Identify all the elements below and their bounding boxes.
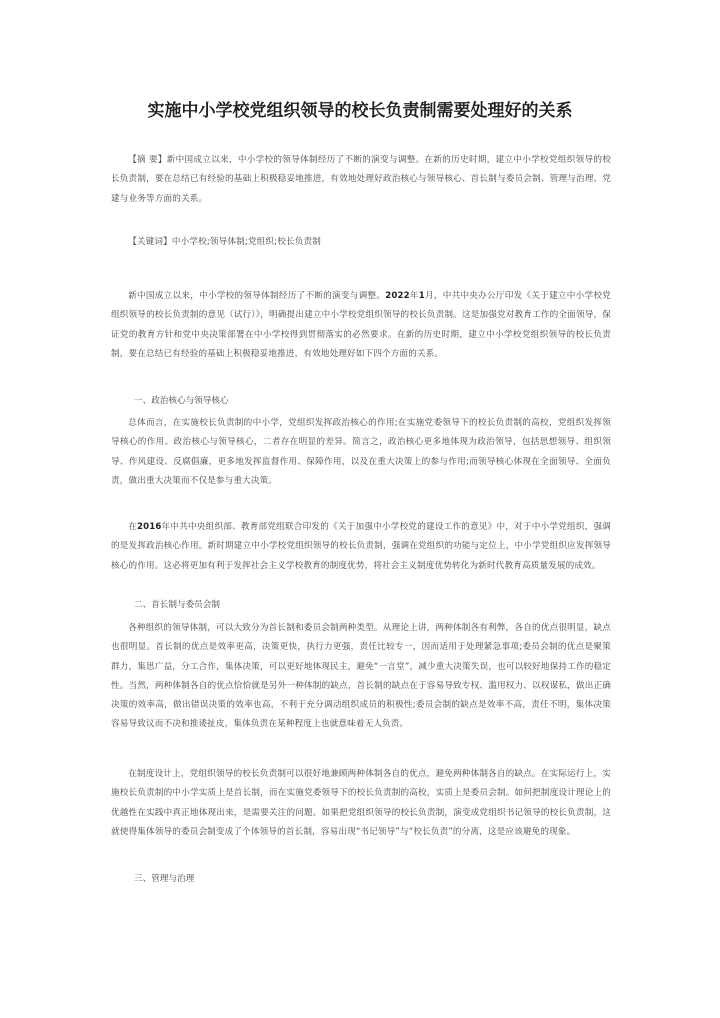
section-1-p2-year: 2016	[137, 522, 162, 532]
section-1-paragraph-2	[111, 518, 611, 576]
intro-text-3: 月，中共中央办公厅印发《关于建立中小学校党组织领导的校长负责制的意见（试行）》，明确提出建立中小学校党组织领导的校长负责制。这是加强党对教育工作的全面领导，保证党的教育方针和党中央决策部署在中小学校得到贯彻落实的必然要求。在新的历史时期，建立中小学校党组织领导的校长负责制，要在总结已有经验的基础上积极稳妥地推进，有效地处理好如下四个方面的关系。	[111, 291, 611, 359]
section-1-p2-text-1: 在	[128, 522, 138, 532]
section-1-heading: 一、政治核心与领导核心	[134, 396, 229, 406]
intro-month: 1	[418, 291, 425, 301]
intro-text-1: 新中国成立以来，中小学校的领导体制经历了不断的演变与调整。	[128, 291, 386, 301]
section-2-paragraph-2: 在制度设计上，党组织领导的校长负责制可以很好地兼顾两种体制各自的优点，避免两种体制各自的缺点。在实际运行上，实施校长负责制的中小学实质上是首长制，而在实施党委领导下的校长负责制的高校，实质上是委员会制。如何把制度设计理论上的优越性在实践中真正地体现出来，是需要关注的问题。如果把党组织领导的校长负责制，演变成党组织书记领导的校长负责制，这就使得集体领导的委员会制变成了个体领导的首长制，容易出现“书记领导”与“校长负责”的分离，这是应该避免的现象。	[111, 769, 611, 837]
intro-paragraph	[111, 287, 611, 364]
document-title: 实施中小学校党组织领导的校长负责制需要处理好的关系	[147, 101, 573, 121]
section-3-heading: 三、管理与治理	[134, 874, 195, 884]
keywords-paragraph: 【关键词】中小学校;领导体制;党组织;校长负责制	[128, 237, 321, 247]
section-1-p2-text-2: 年中共中央组织部、教育部党组联合印发的《关于加强中小学校党的建设工作的意见》中，对于中小学党组织，强调的是发挥政治核心作用。新时期建立中小学校党组织领导的校长负责制，强调在党组织的功能与定位上，中小学党组织应发挥领导核心的作用。这必将更加有利于发挥社会主义学校教育的制度优势，将社会主义制度优势转化为新时代教育高质量发展的成效。	[111, 522, 612, 571]
intro-text-2: 年	[409, 291, 419, 301]
section-2-paragraph-1: 各种组织的领导体制，可以大致分为首长制和委员会制两种类型。从理论上讲，两种体制各有利弊，各自的优点很明显，缺点也很明显。首长制的优点是效率更高，决策更快，执行力更强，责任比较专一，因而适用于处理紧急事项;委员会制的优点是聚策群力，集思广益，分工合作，集体决策，可以更好地体现民主，避免“一言堂”，减少重大决策失误，也可以较好地保持工作的稳定性。当然，两种体制各自的优点恰恰就是另外一种体制的缺点，首长制的缺点在于容易导致专权、滥用权力、以权谋私，做出正确决策的效率高，做出错误决策的效率也高，不利于充分调动组织成员的积极性;委员会制的缺点是效率不高，责任不明，集体决策容易导致议而不决和推诿扯皮，集体负责在某种程度上也就意味着无人负责。	[111, 623, 611, 730]
abstract-paragraph: 【摘 要】新中国成立以来，中小学校的领导体制经历了不断的演变与调整。在新的历史时期，建立中小学校党组织领导的校长负责制，要在总结已有经验的基础上积极稳妥地推进，有效地处理好政治核心与领导核心、首长制与委员会制、管理与治理、党建与业务等方面的关系。	[111, 155, 611, 204]
intro-year: 2022	[385, 291, 410, 301]
section-2-heading: 二、首长制与委员会制	[134, 600, 220, 610]
section-1-paragraph-1: 总体而言，在实施校长负责制的中小学，党组织发挥政治核心的作用;在实施党委领导下的校长负责制的高校，党组织发挥领导核心的作用。政治核心与领导核心，二者存在明显的差异。简言之，政治核心更多地体现为政治领导，包括思想领导、组织领导、作风建设、反腐倡廉，更多地发挥监督作用、保障作用，以及在重大决策上的参与作用;而领导核心体现在全面领导、全面负责，做出重大决策而不仅是参与重大决策。	[111, 418, 611, 486]
